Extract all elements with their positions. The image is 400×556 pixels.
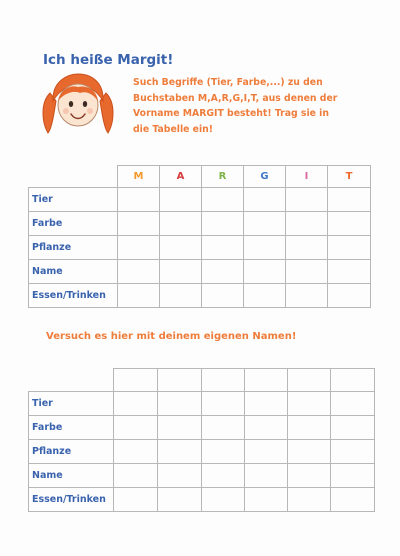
- answer-cell[interactable]: [158, 488, 202, 512]
- table-row: [29, 284, 371, 308]
- row-label-tier: Tier: [29, 188, 118, 212]
- answer-cell[interactable]: [244, 212, 286, 236]
- answer-cell[interactable]: [160, 188, 202, 212]
- answer-cell[interactable]: [114, 488, 158, 512]
- answer-cell[interactable]: [118, 212, 160, 236]
- answer-cell[interactable]: [288, 440, 331, 464]
- row-label-farbe: Farbe: [29, 212, 118, 236]
- letter-header-row: [29, 369, 375, 392]
- answer-cell[interactable]: [114, 392, 158, 416]
- answer-cell[interactable]: [286, 236, 328, 260]
- answer-cell[interactable]: [202, 416, 245, 440]
- table-row: [29, 416, 375, 440]
- row-label-essen-trinken: Essen/Trinken: [29, 488, 114, 512]
- answer-cell[interactable]: [288, 416, 331, 440]
- letter-input-cell[interactable]: [331, 369, 375, 392]
- answer-cell[interactable]: [286, 260, 328, 284]
- row-label-pflanze: Pflanze: [29, 236, 118, 260]
- instructions-text: Such Begriffe (Tier, Farbe,...) zu den Buchstaben M,A,R,G,I,T, aus denen der Vorname MARGIT besteht! Trag sie in die Tabelle ein!: [133, 77, 338, 135]
- answer-cell[interactable]: [160, 284, 202, 308]
- answer-cell[interactable]: [202, 260, 244, 284]
- table-row: [29, 392, 375, 416]
- answer-cell[interactable]: [286, 284, 328, 308]
- answer-cell[interactable]: [288, 464, 331, 488]
- answer-cell[interactable]: [114, 440, 158, 464]
- answer-cell[interactable]: [118, 284, 160, 308]
- table-row: [29, 260, 371, 284]
- answer-cell[interactable]: [158, 440, 202, 464]
- table-row: [29, 464, 375, 488]
- table-row: [29, 236, 371, 260]
- own-name-table: [28, 368, 375, 512]
- answer-cell[interactable]: [288, 488, 331, 512]
- letter-header-row: [29, 166, 371, 188]
- table-row: [29, 440, 375, 464]
- row-label-essen-trinken: Essen/Trinken: [29, 284, 118, 308]
- answer-cell[interactable]: [331, 440, 375, 464]
- answer-cell[interactable]: [328, 260, 371, 284]
- margit-table: [28, 165, 371, 308]
- empty-corner-cell: [29, 369, 114, 392]
- answer-cell[interactable]: [331, 464, 375, 488]
- letter-input-cell[interactable]: [288, 369, 331, 392]
- table-row: [29, 212, 371, 236]
- answer-cell[interactable]: [328, 236, 371, 260]
- girl-face-icon: [40, 73, 116, 137]
- answer-cell[interactable]: [202, 284, 244, 308]
- answer-cell[interactable]: [244, 188, 286, 212]
- empty-corner-cell: [29, 166, 118, 188]
- answer-cell[interactable]: [244, 260, 286, 284]
- answer-cell[interactable]: [328, 188, 371, 212]
- answer-cell[interactable]: [331, 488, 375, 512]
- table-row: [29, 488, 375, 512]
- letter-m: M: [118, 166, 160, 188]
- answer-cell[interactable]: [245, 488, 288, 512]
- letter-input-cell[interactable]: [245, 369, 288, 392]
- answer-cell[interactable]: [245, 392, 288, 416]
- answer-cell[interactable]: [202, 188, 244, 212]
- page-title: Ich heiße Margit!: [43, 52, 174, 68]
- answer-cell[interactable]: [202, 488, 245, 512]
- answer-cell[interactable]: [158, 464, 202, 488]
- answer-cell[interactable]: [160, 260, 202, 284]
- answer-cell[interactable]: [244, 284, 286, 308]
- answer-cell[interactable]: [245, 440, 288, 464]
- answer-cell[interactable]: [158, 392, 202, 416]
- letter-t: T: [328, 166, 371, 188]
- answer-cell[interactable]: [202, 392, 245, 416]
- letter-r: R: [202, 166, 244, 188]
- row-label-tier: Tier: [29, 392, 114, 416]
- answer-cell[interactable]: [160, 236, 202, 260]
- answer-cell[interactable]: [331, 416, 375, 440]
- answer-cell[interactable]: [202, 236, 244, 260]
- row-label-name: Name: [29, 464, 114, 488]
- answer-cell[interactable]: [245, 416, 288, 440]
- answer-cell[interactable]: [286, 188, 328, 212]
- own-name-subtitle: Versuch es hier mit deinem eigenen Namen!: [46, 331, 297, 342]
- row-label-name: Name: [29, 260, 118, 284]
- answer-cell[interactable]: [114, 416, 158, 440]
- letter-input-cell[interactable]: [202, 369, 245, 392]
- letter-i: I: [286, 166, 328, 188]
- answer-cell[interactable]: [160, 212, 202, 236]
- answer-cell[interactable]: [286, 212, 328, 236]
- answer-cell[interactable]: [244, 236, 286, 260]
- answer-cell[interactable]: [114, 464, 158, 488]
- answer-cell[interactable]: [118, 260, 160, 284]
- letter-a: A: [160, 166, 202, 188]
- answer-cell[interactable]: [202, 464, 245, 488]
- answer-cell[interactable]: [158, 416, 202, 440]
- answer-cell[interactable]: [328, 284, 371, 308]
- answer-cell[interactable]: [331, 392, 375, 416]
- answer-cell[interactable]: [202, 440, 245, 464]
- answer-cell[interactable]: [328, 212, 371, 236]
- answer-cell[interactable]: [288, 392, 331, 416]
- answer-cell[interactable]: [118, 236, 160, 260]
- letter-input-cell[interactable]: [158, 369, 202, 392]
- answer-cell[interactable]: [202, 212, 244, 236]
- answer-cell[interactable]: [245, 464, 288, 488]
- table-row: [29, 188, 371, 212]
- answer-cell[interactable]: [118, 188, 160, 212]
- letter-g: G: [244, 166, 286, 188]
- row-label-farbe: Farbe: [29, 416, 114, 440]
- letter-input-cell[interactable]: [114, 369, 158, 392]
- row-label-pflanze: Pflanze: [29, 440, 114, 464]
